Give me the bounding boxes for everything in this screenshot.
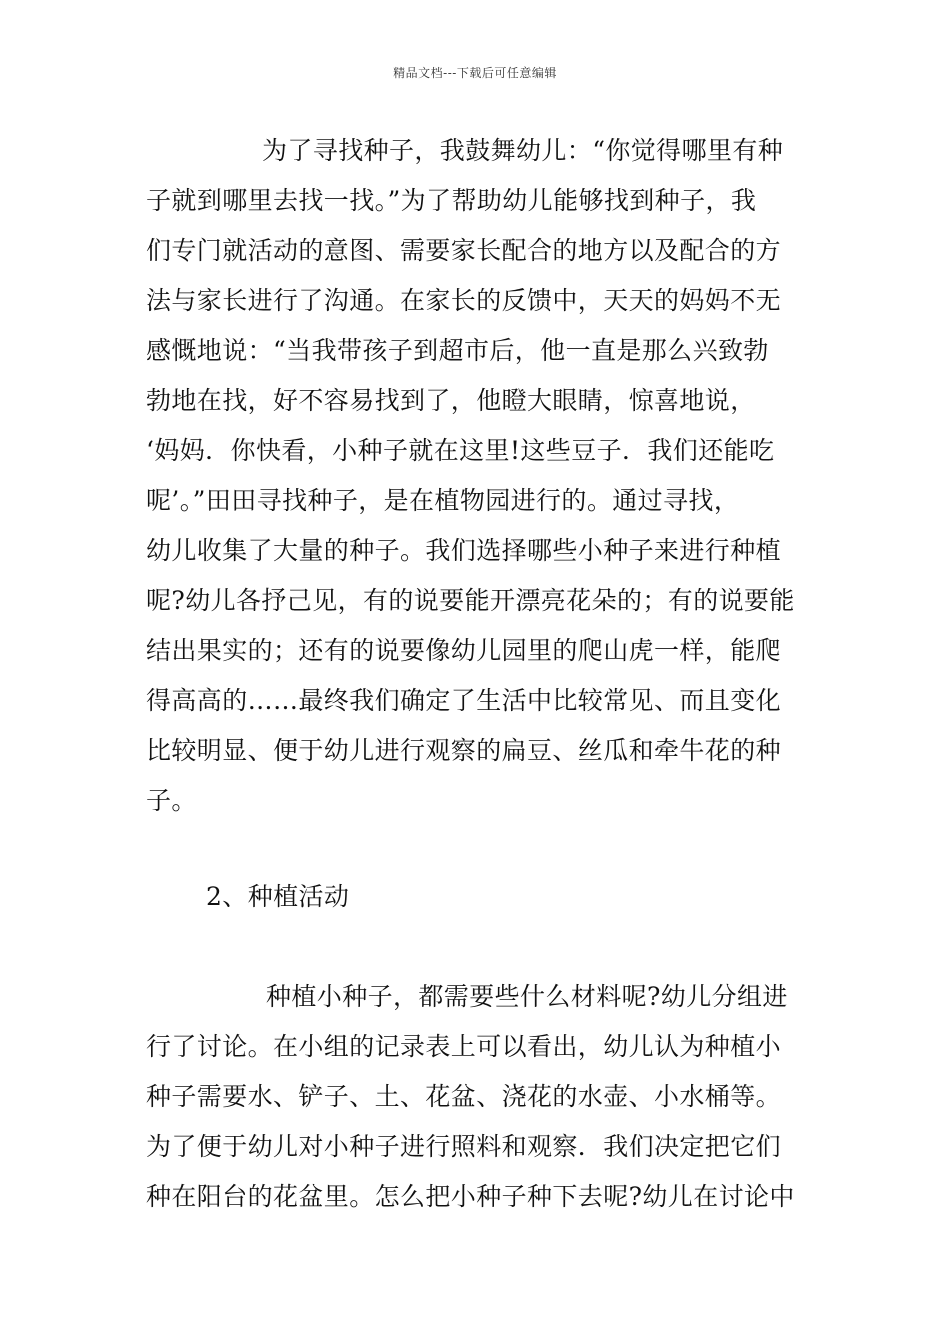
section-heading: 2、种植活动 [206, 882, 350, 911]
paragraph-line: 勃地在找，好不容易找到了，他瞪大眼睛，惊喜地说， [146, 386, 756, 415]
page-header: 精品文档---下载后可任意编辑 [393, 66, 557, 80]
paragraph-line: 种子需要水、铲子、土、花盆、浇花的水壶、小水桶等。 [146, 1082, 782, 1111]
paragraph-line: 呢?幼儿各抒己见，有的说要能开漂亮花朵的；有的说要能 [146, 586, 795, 615]
paragraph-line: 比较明显、便于幼儿进行观察的扁豆、丝瓜和牵牛花的种 [146, 736, 782, 765]
paragraph-line: ‘妈妈．你快看，小种子就在这里!这些豆子．我们还能吃 [146, 436, 775, 465]
paragraph-line: 为了寻找种子，我鼓舞幼儿：“你觉得哪里有种 [262, 136, 784, 165]
paragraph-line: 子。 [146, 786, 197, 815]
paragraph-line: 法与家长进行了沟通。在家长的反馈中，天天的妈妈不无 [146, 286, 782, 315]
paragraph-line: 呢’。”田田寻找种子，是在植物园进行的。通过寻找， [146, 486, 740, 515]
paragraph-line: 幼儿收集了大量的种子。我们选择哪些小种子来进行种植 [146, 536, 782, 565]
paragraph-line: 种在阳台的花盆里。怎么把小种子种下去呢?幼儿在讨论中 [146, 1182, 795, 1211]
paragraph-line: 感慨地说：“当我带孩子到超市后，他一直是那么兴致勃 [146, 336, 769, 365]
paragraph-line: 行了讨论。在小组的记录表上可以看出，幼儿认为种植小 [146, 1032, 782, 1061]
paragraph-line: 得高高的……最终我们确定了生活中比较常见、而且变化 [146, 686, 782, 715]
paragraph-line: 们专门就活动的意图、需要家长配合的地方以及配合的方 [146, 236, 782, 265]
paragraph-line: 结出果实的；还有的说要像幼儿园里的爬山虎一样，能爬 [146, 636, 782, 665]
paragraph-line: 为了便于幼儿对小种子进行照料和观察．我们决定把它们 [146, 1132, 782, 1161]
paragraph-line: 子就到哪里去找一找。”为了帮助幼儿能够找到种子，我 [146, 186, 757, 215]
paragraph-line: 种植小种子，都需要些什么材料呢?幼儿分组进 [266, 982, 788, 1011]
